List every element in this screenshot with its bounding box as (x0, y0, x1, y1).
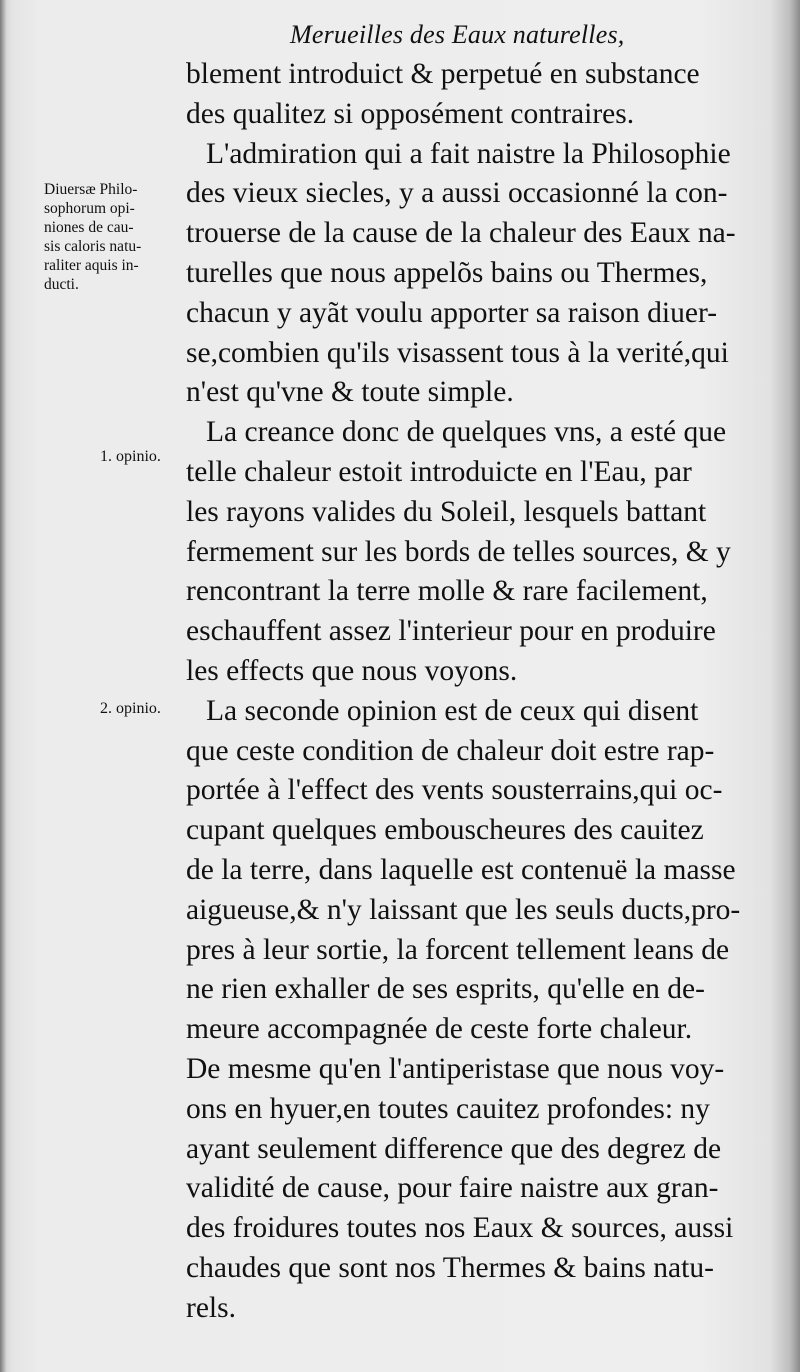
margin-note-line: ducti. (44, 276, 79, 293)
opinion-1-label: 1. opinio. (100, 448, 161, 465)
text-line: blement introduict & perpetué en substance (186, 58, 700, 90)
text-line: pres à leur sortie, la forcent tellement leans de (186, 933, 730, 966)
opinion-2-label: 2. opinio. (100, 700, 161, 717)
paragraph-start-line: L'admiration qui a fait naistre la Philosophie (206, 137, 731, 170)
text-line: ons en hyuer,en toutes cauitez profondes: ny (186, 1092, 710, 1125)
body-text (186, 55, 766, 1329)
text-line: les rayons valides du Soleil, lesquels battant (186, 495, 707, 528)
text-line: que ceste condition de chaleur doit estre rap- (186, 734, 715, 767)
text-line: fermement sur les bords de telles sources, & y (186, 535, 731, 568)
margin-note-line: sis caloris natu- (44, 238, 142, 255)
text-line: eschauffent assez l'interieur pour en produire (186, 615, 716, 648)
margin-note-line: Diuersæ Philo- (44, 181, 138, 198)
text-line: ne rien exhaller de ses esprits, qu'elle en de- (186, 973, 705, 1006)
text-line: trouerse de la cause de la chaleur des Eaux na- (186, 217, 736, 250)
text-line: validité de cause, pour faire naistre aux gran- (186, 1172, 719, 1205)
running-head: Merueilles des Eaux naturelles, (290, 20, 625, 49)
text-line: ayant seulement difference que des degrez de (186, 1132, 722, 1165)
text-line: chaudes que sont nos Thermes & bains natu- (186, 1251, 714, 1284)
margin-note-line: niones de cau- (44, 219, 134, 236)
text-line: chacun y ayãt voulu apporter sa raison diuer- (186, 296, 718, 329)
text-line: des qualitez si opposément contraires. (186, 97, 635, 130)
text-line: de la terre, dans laquelle est contenuë la masse (186, 853, 736, 886)
text-line: rencontrant la terre molle & rare facilement, (186, 575, 708, 608)
text-line: turelles que nous appelõs bains ou Thermes, (186, 256, 708, 289)
page-gutter-shadow (0, 0, 6, 1372)
text-line: telle chaleur estoit introduicte en l'Eau, par (186, 455, 692, 488)
margin-note (44, 180, 184, 294)
text-line: De mesme qu'en l'antiperistase que nous voy- (186, 1052, 725, 1085)
paragraph-start-line: La creance donc de quelques vns, a esté que (206, 416, 727, 449)
text-line: meure accompagnée de ceste forte chaleur. (186, 1013, 693, 1046)
text-line: des froidures toutes nos Eaux & sources, aussi (186, 1212, 734, 1245)
text-line: se,combien qu'ils visassent tous à la verité,qui (186, 336, 729, 369)
text-line: n'est qu'vne & toute simple. (186, 376, 514, 409)
text-line: les effects que nous voyons. (186, 654, 518, 687)
text-line: aigueuse,& n'y laissant que les seuls ducts,pro- (186, 893, 741, 926)
margin-note-line: sophorum opi- (44, 200, 135, 217)
text-line: cupant quelques embouscheures des cauitez (186, 814, 704, 847)
text-line: portée à l'effect des vents sousterrains,qui oc- (186, 774, 723, 807)
text-line: des vieux siecles, y a aussi occasionné la con- (186, 177, 728, 210)
paragraph-start-line: La seconde opinion est de ceux qui disent (206, 694, 699, 727)
text-line: rels. (186, 1291, 236, 1324)
margin-note-line: raliter aquis in- (44, 257, 139, 274)
